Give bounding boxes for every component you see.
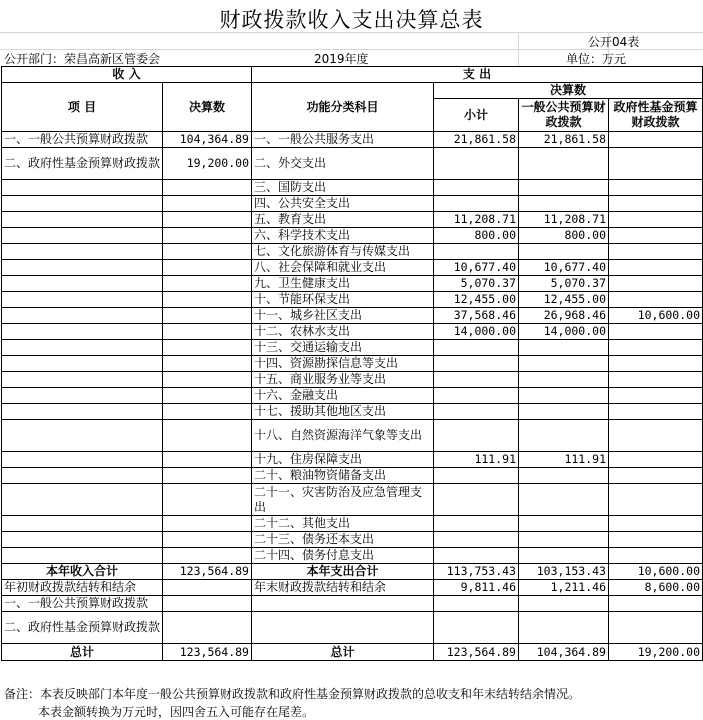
- expense-subtotal: 12,455.00: [434, 292, 519, 308]
- page-title: 财政拨款收入支出决算总表: [219, 8, 484, 32]
- carry-in-fund: 二、政府性基金预算财政拨款: [2, 612, 163, 644]
- income-amount: [163, 260, 252, 276]
- income-amount: [163, 468, 252, 484]
- expense-fund: [609, 228, 703, 244]
- expense-fund: [609, 132, 703, 148]
- table-row: [2, 548, 703, 564]
- income-item: [2, 228, 163, 244]
- expense-subtotal: [434, 420, 519, 452]
- expense-general: [519, 548, 609, 564]
- income-total: 123,564.89: [163, 564, 252, 580]
- income-item: [2, 340, 163, 356]
- form-code: 公开04表: [588, 35, 640, 49]
- expense-total-fund: 10,600.00: [609, 564, 703, 580]
- expense-fund: [609, 532, 703, 548]
- expense-fund: [609, 468, 703, 484]
- income-item: [2, 516, 163, 532]
- expense-subtotal: [434, 548, 519, 564]
- carry-in-label: 年初财政拨款结转和结余: [2, 580, 163, 596]
- income-amount: [163, 228, 252, 244]
- expense-item: 七、文化旅游体育与传媒支出: [252, 244, 434, 260]
- table-row: [2, 468, 703, 484]
- expense-subtotal: [434, 388, 519, 404]
- grand-total-fund: 19,200.00: [609, 644, 703, 661]
- expense-item: 二十四、债务付息支出: [252, 548, 434, 564]
- expense-general: [519, 244, 609, 260]
- expense-item: 五、教育支出: [252, 212, 434, 228]
- grand-total-general: 104,364.89: [519, 644, 609, 661]
- expense-item: 二十、粮油物资储备支出: [252, 468, 434, 484]
- expense-item: 十、节能环保支出: [252, 292, 434, 308]
- table-row: [2, 228, 703, 244]
- table-row: [2, 340, 703, 356]
- expense-item: 十五、商业服务业等支出: [252, 372, 434, 388]
- table-row: [2, 452, 703, 468]
- function-item-header: 功能分类科目: [252, 83, 434, 132]
- table-row: [2, 132, 703, 148]
- income-item: [2, 180, 163, 196]
- expense-header: 支 出: [252, 67, 703, 83]
- expense-fund: 10,600.00: [609, 308, 703, 324]
- income-item: 二、政府性基金预算财政拨款: [2, 148, 163, 180]
- expense-general: [519, 468, 609, 484]
- income-amount: [163, 484, 252, 516]
- expense-general: [519, 484, 609, 516]
- expense-subtotal: 800.00: [434, 228, 519, 244]
- expense-fund: [609, 148, 703, 180]
- income-amount: [163, 404, 252, 420]
- expense-subtotal: [434, 196, 519, 212]
- expense-fund: [609, 372, 703, 388]
- income-amount: [163, 244, 252, 260]
- expense-item: 二十一、灾害防治及应急管理支出: [252, 484, 434, 516]
- expense-fund: [609, 180, 703, 196]
- income-item: [2, 308, 163, 324]
- table-row: [2, 356, 703, 372]
- gov-fund-header: 政府性基金预算财政拨款: [609, 99, 703, 132]
- expense-subtotal: 14,000.00: [434, 324, 519, 340]
- expense-fund: [609, 484, 703, 516]
- expense-subtotal: [434, 516, 519, 532]
- grand-total-label-right: 总计: [252, 644, 434, 661]
- income-amount: [163, 276, 252, 292]
- expense-subtotal: 37,568.46: [434, 308, 519, 324]
- income-amount: [163, 340, 252, 356]
- expense-subtotal: [434, 484, 519, 516]
- expense-general: 26,968.46: [519, 308, 609, 324]
- income-amount: [163, 212, 252, 228]
- income-item: [2, 276, 163, 292]
- expense-item: 六、科学技术支出: [252, 228, 434, 244]
- income-item: [2, 260, 163, 276]
- expense-total-subtotal: 113,753.43: [434, 564, 519, 580]
- expense-item: 四、公共安全支出: [252, 196, 434, 212]
- income-item: 一、一般公共预算财政拨款: [2, 132, 163, 148]
- income-item: [2, 452, 163, 468]
- income-item: [2, 484, 163, 516]
- grand-total-left: 123,564.89: [163, 644, 252, 661]
- income-header: 收 入: [2, 67, 252, 83]
- expense-general: 12,455.00: [519, 292, 609, 308]
- income-item: [2, 356, 163, 372]
- carry-out-label: 年末财政拨款结转和结余: [252, 580, 434, 596]
- income-item: [2, 372, 163, 388]
- expense-general: 11,208.71: [519, 212, 609, 228]
- table-row: [2, 484, 703, 516]
- table-row: [2, 308, 703, 324]
- expense-fund: [609, 276, 703, 292]
- expense-item: 十一、城乡社区支出: [252, 308, 434, 324]
- table-row: [2, 196, 703, 212]
- expense-fund: [609, 196, 703, 212]
- income-amount: [163, 452, 252, 468]
- expense-fund: [609, 516, 703, 532]
- income-amount: [163, 308, 252, 324]
- income-amount: [163, 388, 252, 404]
- footnote-1: 备注：本表反映部门本年度一般公共预算财政拨款和政府性基金预算财政拨款的总收支和年末结转结余情况。: [4, 687, 581, 701]
- income-item: [2, 468, 163, 484]
- income-amount-header: 决算数: [163, 83, 252, 132]
- table-row: [2, 244, 703, 260]
- table-row: [2, 292, 703, 308]
- expense-item: 八、社会保障和就业支出: [252, 260, 434, 276]
- expense-subtotal: [434, 468, 519, 484]
- income-item: [2, 212, 163, 228]
- expense-fund: [609, 420, 703, 452]
- income-amount: [163, 516, 252, 532]
- income-item: [2, 548, 163, 564]
- income-amount: [163, 356, 252, 372]
- table-row: [2, 372, 703, 388]
- expense-fund: [609, 260, 703, 276]
- expense-subtotal: [434, 532, 519, 548]
- expense-subtotal: [434, 244, 519, 260]
- grand-total-subtotal: 123,564.89: [434, 644, 519, 661]
- income-item: [2, 244, 163, 260]
- final-accounts-table: [1, 66, 703, 661]
- expense-item: 十七、援助其他地区支出: [252, 404, 434, 420]
- table-row: [2, 212, 703, 228]
- final-amount-group-header: 决算数: [434, 83, 703, 99]
- expense-general: [519, 196, 609, 212]
- table-row: [2, 324, 703, 340]
- income-item: [2, 420, 163, 452]
- income-amount: [163, 548, 252, 564]
- expense-subtotal: 21,861.58: [434, 132, 519, 148]
- expense-total-label: 本年支出合计: [252, 564, 434, 580]
- expense-general: 111.91: [519, 452, 609, 468]
- expense-general: [519, 532, 609, 548]
- income-amount: [163, 292, 252, 308]
- table-row: [2, 388, 703, 404]
- income-item: [2, 196, 163, 212]
- footnote-2: 本表金额转换为万元时，因四舍五入可能存在尾差。: [38, 705, 315, 719]
- expense-general: 10,677.40: [519, 260, 609, 276]
- expense-general: [519, 388, 609, 404]
- table-row: [2, 420, 703, 452]
- expense-general: [519, 356, 609, 372]
- table-row: [2, 516, 703, 532]
- table-row: [2, 276, 703, 292]
- expense-item: 十六、金融支出: [252, 388, 434, 404]
- grand-total-label-left: 总计: [2, 644, 163, 661]
- carry-out-subtotal: 9,811.46: [434, 580, 519, 596]
- expense-fund: [609, 340, 703, 356]
- carry-out-general: 1,211.46: [519, 580, 609, 596]
- expense-item: 十四、资源勘探信息等支出: [252, 356, 434, 372]
- income-item: [2, 404, 163, 420]
- income-amount: [163, 196, 252, 212]
- income-amount: [163, 180, 252, 196]
- income-total-label: 本年收入合计: [2, 564, 163, 580]
- income-item: [2, 388, 163, 404]
- expense-general: [519, 180, 609, 196]
- expense-subtotal: 111.91: [434, 452, 519, 468]
- expense-fund: [609, 244, 703, 260]
- table-row: [2, 180, 703, 196]
- income-amount: [163, 324, 252, 340]
- expense-general: [519, 420, 609, 452]
- general-budget-header: 一般公共预算财政拨款: [519, 99, 609, 132]
- expense-general: 21,861.58: [519, 132, 609, 148]
- expense-general: [519, 404, 609, 420]
- expense-general: 14,000.00: [519, 324, 609, 340]
- expense-item: 二、外交支出: [252, 148, 434, 180]
- unit-label: 单位：万元: [566, 52, 627, 66]
- expense-item: 二十二、其他支出: [252, 516, 434, 532]
- expense-subtotal: [434, 180, 519, 196]
- table-row: [2, 148, 703, 180]
- table-row: [2, 532, 703, 548]
- carry-in-general: 一、一般公共预算财政拨款: [2, 596, 163, 612]
- table-row: [2, 260, 703, 276]
- income-amount: [163, 420, 252, 452]
- expense-general: 800.00: [519, 228, 609, 244]
- subtotal-header: 小计: [434, 99, 519, 132]
- item-header: 项 目: [2, 83, 163, 132]
- expense-subtotal: [434, 340, 519, 356]
- expense-subtotal: [434, 148, 519, 180]
- expense-general: [519, 148, 609, 180]
- income-item: [2, 324, 163, 340]
- expense-item: 十八、自然资源海洋气象等支出: [252, 420, 434, 452]
- expense-general: 5,070.37: [519, 276, 609, 292]
- income-amount: [163, 372, 252, 388]
- expense-general: [519, 340, 609, 356]
- income-amount: [163, 532, 252, 548]
- income-item: [2, 292, 163, 308]
- table-row: [2, 404, 703, 420]
- expense-item: 九、卫生健康支出: [252, 276, 434, 292]
- expense-fund: [609, 388, 703, 404]
- expense-general: [519, 516, 609, 532]
- expense-fund: [609, 356, 703, 372]
- expense-fund: [609, 404, 703, 420]
- expense-subtotal: [434, 372, 519, 388]
- expense-item: 十二、农林水支出: [252, 324, 434, 340]
- expense-total-general: 103,153.43: [519, 564, 609, 580]
- expense-item: 十九、住房保障支出: [252, 452, 434, 468]
- expense-item: 十三、交通运输支出: [252, 340, 434, 356]
- expense-subtotal: 5,070.37: [434, 276, 519, 292]
- expense-fund: [609, 452, 703, 468]
- expense-fund: [609, 548, 703, 564]
- expense-fund: [609, 212, 703, 228]
- expense-fund: [609, 292, 703, 308]
- expense-fund: [609, 324, 703, 340]
- department-label: 公开部门：荣昌高新区管委会: [4, 52, 161, 66]
- expense-subtotal: [434, 356, 519, 372]
- report-year: 2019年度: [314, 52, 369, 66]
- income-item: [2, 532, 163, 548]
- carry-out-fund: 8,600.00: [609, 580, 703, 596]
- expense-subtotal: 11,208.71: [434, 212, 519, 228]
- expense-item: 一、一般公共服务支出: [252, 132, 434, 148]
- expense-general: [519, 372, 609, 388]
- expense-item: 二十三、债务还本支出: [252, 532, 434, 548]
- expense-item: 三、国防支出: [252, 180, 434, 196]
- expense-subtotal: 10,677.40: [434, 260, 519, 276]
- expense-subtotal: [434, 404, 519, 420]
- income-amount: 19,200.00: [163, 148, 252, 180]
- income-amount: 104,364.89: [163, 132, 252, 148]
